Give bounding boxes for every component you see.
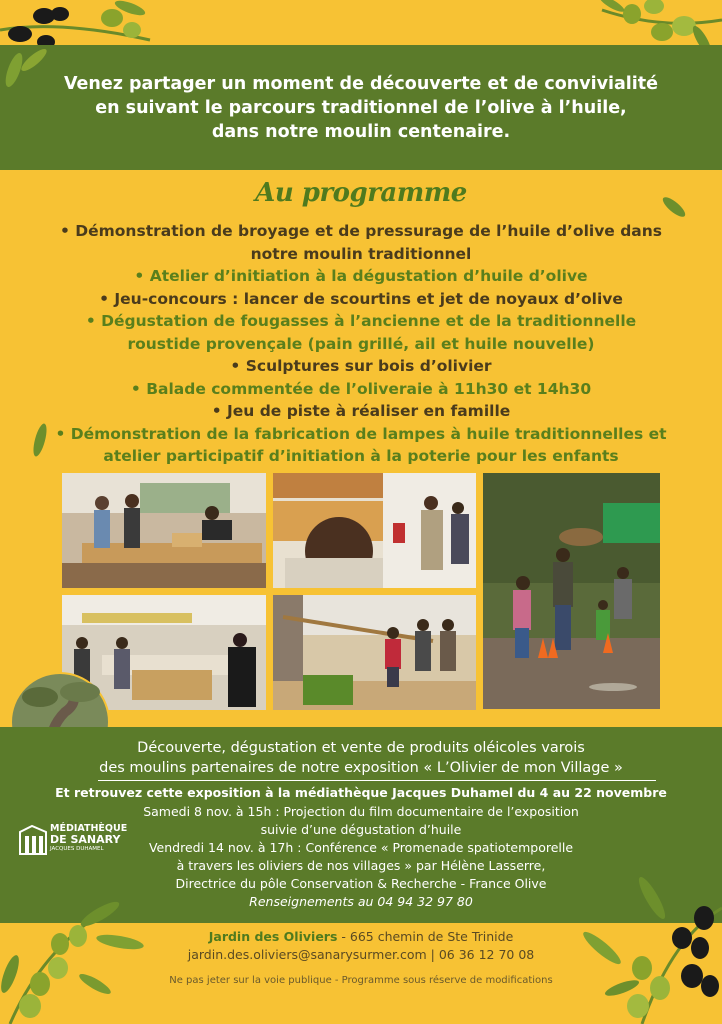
programme-item: • Balade commentée de l’oliveraie à 11h30 et 14h30 [130, 379, 592, 398]
footer-address [0, 928, 722, 946]
intro-line-3: dans notre moulin centenaire. [211, 121, 511, 142]
programme-item: notre moulin traditionnel [250, 244, 472, 263]
logo-line-1: MÉDIATHÈQUE [50, 823, 128, 834]
building-icon [18, 824, 48, 856]
programme-item: • Démonstration de broyage et de pressurage de l’huile d’olive dans [59, 222, 663, 240]
detail-line: Directrice du pôle Conservation & Recherche - France Olive [175, 876, 547, 891]
leaf-right-icon [658, 192, 690, 222]
programme-title: Au programme [255, 178, 467, 208]
intro-line-2: en suivant le parcours traditionnel de l’olive à l’huile, [95, 97, 627, 118]
exhibition-announcement: Et retrouvez cette exposition à la médiathèque Jacques Duhamel du 4 au 22 novembre [55, 785, 667, 800]
footer-contact[interactable]: jardin.des.oliviers@sanarysurmer.com | 06 36 12 70 08 [187, 947, 535, 962]
programme-item: • Jeu de piste à réaliser en famille [211, 402, 511, 420]
exhibition-details [100, 803, 622, 911]
programme-item: atelier participatif d’initiation à la poterie pour les enfants [103, 447, 619, 465]
programme-item: roustide provençale (pain grillé, ail et huile nouvelle) [127, 334, 595, 353]
footer-disclaimer: Ne pas jeter sur la voie publique - Programme sous réserve de modifications [169, 975, 553, 986]
programme-item: • Démonstration de la fabrication de lampes à huile traditionnelles et [55, 424, 667, 443]
detail-line: suivie d’une dégustation d’huile [260, 822, 462, 837]
intro-banner [0, 45, 722, 170]
logo-line-3: JACQUES DUHAMEL [50, 846, 104, 852]
venue-address: - 665 chemin de Ste Trinide [337, 929, 514, 944]
detail-line: Vendredi 14 nov. à 17h : Conférence « Promenade spatiotemporelle [148, 840, 574, 855]
footer [0, 928, 722, 990]
intro-line-1: Venez partager un moment de découverte et de convivialité [63, 73, 659, 94]
mediatheque-logo [18, 822, 128, 858]
detail-line: à travers les oliviers de nos villages » par Hélène Lasserre, [176, 858, 546, 873]
divider [98, 780, 656, 781]
photo-tasting-room [62, 473, 266, 588]
olive-leaves-overlay-icon [0, 40, 60, 100]
programme-item: • Sculptures sur bois d’olivier [230, 357, 492, 375]
exhibition-line-1: Découverte, dégustation et vente de produits oléicoles varois [137, 740, 585, 756]
exhibition-intro [0, 738, 722, 778]
photo-millstone [273, 473, 476, 588]
logo-line-2: DE SANARY [50, 833, 121, 846]
contact-phone: Renseignements au 04 94 32 97 80 [249, 894, 473, 909]
exhibition-line-2: des moulins partenaires de notre exposition « L’Olivier de mon Village » [99, 760, 623, 776]
programme-item: • Atelier d’initiation à la dégustation d’huile d’olive [134, 267, 588, 285]
photo-courtyard [273, 595, 476, 710]
programme-list [40, 220, 682, 468]
photo-collage [62, 473, 660, 710]
photo-outdoor-game [483, 473, 660, 709]
detail-line: Samedi 8 nov. à 15h : Projection du film documentaire de l’exposition [143, 804, 579, 819]
venue-name: Jardin des Oliviers [208, 929, 338, 944]
programme-item: • Dégustation de fougasses à l’ancienne et de la traditionnelle [85, 312, 637, 330]
programme-item: • Jeu-concours : lancer de scourtins et jet de noyaux d’olive [99, 289, 623, 308]
